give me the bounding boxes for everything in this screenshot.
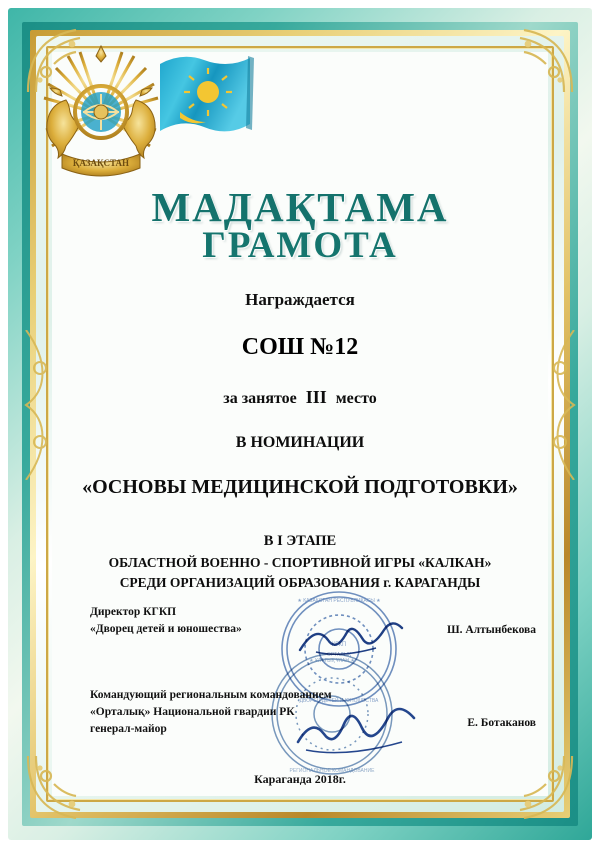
- signatory-1-position-line-2: «Дворец детей и юношества»: [90, 623, 242, 636]
- signature-entry-1: [90, 604, 536, 639]
- stage-line-2: ОБЛАСТНОЙ ВОЕННО - СПОРТИВНОЙ ИГРЫ «КАЛКАН»: [108, 554, 492, 570]
- signature-entry-2: [90, 687, 536, 739]
- certificate-body: [56, 186, 544, 593]
- awarded-label: Награждается: [245, 289, 355, 309]
- nomination-label: В НОМИНАЦИИ: [235, 433, 365, 451]
- svg-text:ДВОРЕЦ ДЕТЕЙ И ЮНОШЕСТВА: ДВОРЕЦ ДЕТЕЙ И ЮНОШЕСТВА: [299, 698, 379, 704]
- stage-line-3: СРЕДИ ОРГАНИЗАЦИЙ ОБРАЗОВАНИЯ г. КАРАГАНДЫ: [119, 574, 481, 590]
- svg-text:★ ҰЛТТЫҚ ҰЛАН ★: ★ ҰЛТТЫҚ ҰЛАН ★: [309, 658, 355, 664]
- signatory-1-position-line-1: Директор КГКП: [90, 606, 177, 618]
- city-and-date: Караганда 2018г.: [254, 772, 346, 786]
- stage-line-1: В I ЭТАПЕ: [263, 532, 337, 549]
- flag-of-kazakhstan-icon: [152, 50, 282, 170]
- place-line: [56, 387, 544, 408]
- signatory-2-position-line-2: «Орталық» Национальной гвардии РК: [90, 705, 295, 718]
- certificate-title-kazakh: МАДАҚТАМА: [151, 184, 449, 230]
- svg-text:★ ҚАЗАҚСТАН РЕСПУБЛИКАСЫ ★: ★ ҚАЗАҚСТАН РЕСПУБЛИКАСЫ ★: [297, 598, 381, 604]
- recipient-name: СОШ №12: [241, 333, 359, 360]
- certificate-title-russian: ГРАМОТА: [202, 225, 398, 267]
- stage-block: [56, 531, 544, 593]
- place-suffix: место: [335, 389, 377, 407]
- signatory-2-name: Е. Ботаканов: [467, 716, 536, 729]
- svg-text:РЕГИОНАЛЬНОЕ КОМАНДОВАНИЕ: РЕГИОНАЛЬНОЕ КОМАНДОВАНИЕ: [289, 768, 375, 774]
- svg-text:КГКП: КГКП: [331, 642, 347, 648]
- coat-of-arms-kazakhstan-icon: [36, 42, 166, 192]
- emblem-caption: ҚАЗАҚСТАН: [72, 158, 130, 168]
- signatory-2-position-line-1: Командующий региональным командованием: [90, 688, 332, 701]
- nomination-title: «ОСНОВЫ МЕДИЦИНСКОЙ ПОДГОТОВКИ»: [82, 475, 518, 498]
- signature-block: [90, 604, 536, 742]
- signatory-1-name: Ш. Алтынбекова: [447, 624, 536, 636]
- place-prefix: за занятое: [223, 389, 297, 407]
- signatory-2-position-line-3: генерал-майор: [90, 723, 167, 735]
- place-number: III: [305, 386, 327, 407]
- svg-text:ОРТАЛЫҚ: ОРТАЛЫҚ: [327, 652, 351, 658]
